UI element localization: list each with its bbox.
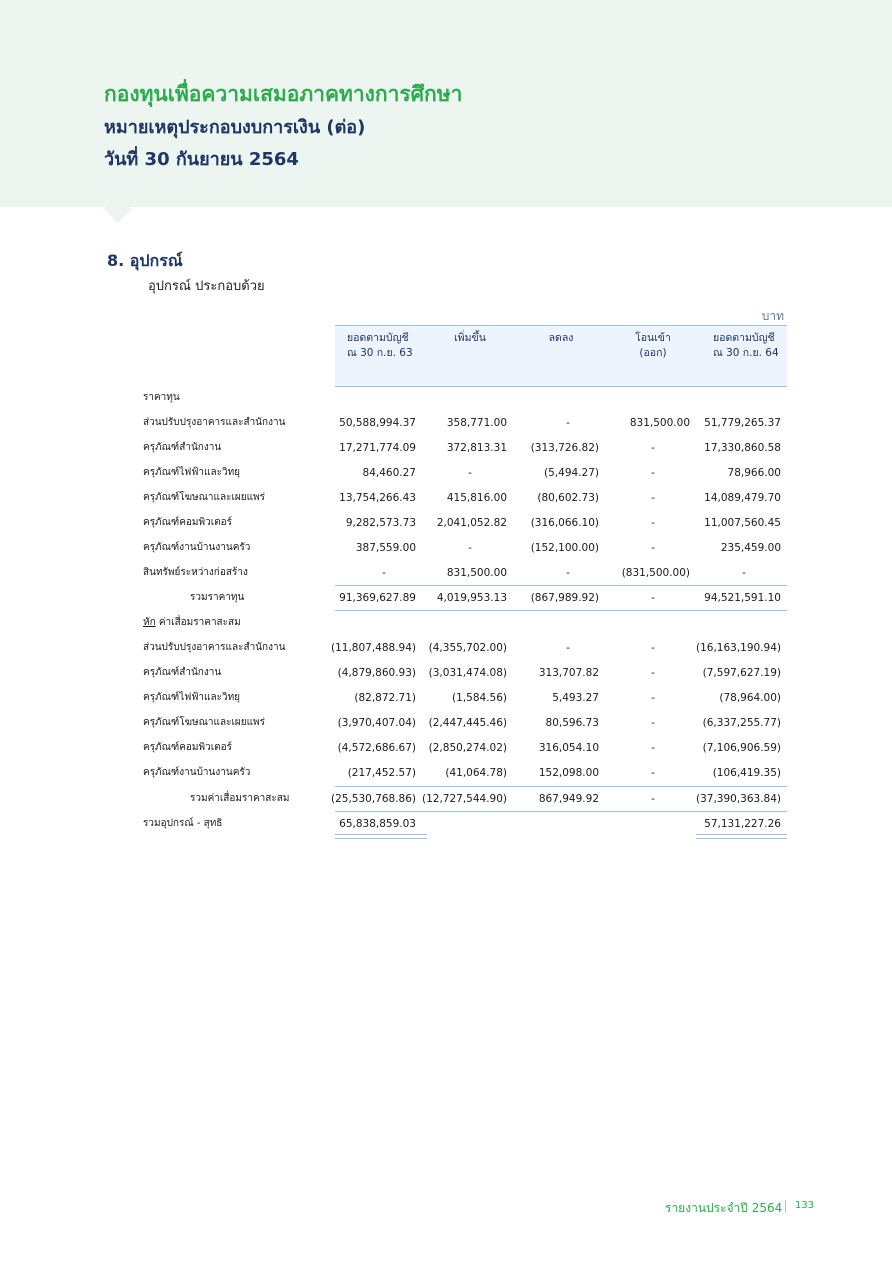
depreciation-row-value: (7,597,627.19) — [702, 667, 781, 679]
cost-row-value: - — [651, 517, 655, 529]
depreciation-row-label: ส่วนปรับปรุงอาคารและสำนักงาน — [143, 642, 286, 653]
subtotal-rule — [335, 610, 787, 611]
cost-row-value: 9,282,573.73 — [345, 517, 416, 529]
cost-row-value: 372,813.31 — [446, 442, 507, 454]
depreciation-row-label: ครุภัณฑ์งานบ้านงานครัว — [143, 767, 251, 778]
depreciation-total-row-value: (12,727,544.90) — [421, 793, 507, 805]
cost-row-label: ครุภัณฑ์สำนักงาน — [143, 442, 222, 453]
depreciation-total-row-value: (37,390,363.84) — [695, 793, 781, 805]
cost-row-value: 11,007,560.45 — [704, 517, 781, 529]
depreciation-total-row-value: (25,530,768.86) — [330, 793, 416, 805]
cost-row-label: ครุภัณฑ์โฆษณาและเผยแพร่ — [143, 492, 265, 503]
depreciation-total-row-value: - — [651, 793, 655, 805]
col-header-closing: ยอดตามบัญชี ณ 30 ก.ย. 64 — [713, 332, 779, 359]
cost-total-row-value: 91,369,627.89 — [339, 592, 416, 604]
depreciation-row-value: 316,054.10 — [538, 742, 599, 754]
col-header-decrease: ลดลง — [548, 332, 574, 344]
depreciation-row-value: (11,807,488.94) — [330, 642, 416, 654]
depreciation-row-value: - — [651, 692, 655, 704]
cost-row-value: - — [742, 567, 746, 579]
cost-row-value: - — [382, 567, 386, 579]
subtotal-rule — [335, 811, 787, 812]
depreciation-row-value: (7,106,906.59) — [702, 742, 781, 754]
depreciation-row-value: (3,970,407.04) — [337, 717, 416, 729]
depreciation-row-value: (4,879,860.93) — [337, 667, 416, 679]
cost-total-row-value: (867,989.92) — [530, 592, 599, 604]
depreciation-row-value: (6,337,255.77) — [702, 717, 781, 729]
cost-row-value: 84,460.27 — [362, 467, 416, 479]
depreciation-row-value: - — [566, 642, 570, 654]
cost-row-label: ครุภัณฑ์คอมพิวเตอร์ — [143, 517, 233, 528]
cost-row-value: (5,494.27) — [544, 467, 599, 479]
cost-row-value: - — [651, 467, 655, 479]
depreciation-row-value: (106,419.35) — [712, 767, 781, 779]
cost-row-value: 78,966.00 — [727, 467, 781, 479]
cost-row-value: (80,602.73) — [537, 492, 599, 504]
cost-total-row-value: 94,521,591.10 — [704, 592, 781, 604]
depreciation-row-value: (16,163,190.94) — [695, 642, 781, 654]
depreciation-total-row-value: 867,949.92 — [538, 793, 599, 805]
cost-row-value: - — [468, 542, 472, 554]
double-underline — [335, 834, 427, 839]
cost-row-value: 831,500.00 — [446, 567, 507, 579]
depreciation-group-label: หัก ค่าเสื่อมราคาสะสม — [143, 617, 241, 628]
cost-row-value: (313,726.82) — [530, 442, 599, 454]
cost-row-value: 2,041,052.82 — [436, 517, 507, 529]
statement-date: วันที่ 30 กันยายน 2564 — [104, 149, 299, 170]
section-title: 8. อุปกรณ์ — [107, 251, 183, 270]
cost-row-value: 51,779,265.37 — [704, 417, 781, 429]
col-header-transfer: โอนเข้า (ออก) — [635, 332, 671, 359]
depreciation-row-value: - — [651, 667, 655, 679]
cost-row-value: 17,330,860.58 — [704, 442, 781, 454]
depreciation-row-value: 5,493.27 — [552, 692, 599, 704]
subtotal-rule — [335, 585, 787, 586]
depreciation-row-value: (41,064.78) — [445, 767, 507, 779]
cost-row-value: 235,459.00 — [720, 542, 781, 554]
currency-unit: บาท — [761, 309, 784, 323]
cost-row-value: - — [468, 467, 472, 479]
cost-row-value: 14,089,479.70 — [704, 492, 781, 504]
depreciation-row-value: (217,452.57) — [347, 767, 416, 779]
depreciation-row-label: ครุภัณฑ์สำนักงาน — [143, 667, 222, 678]
cost-row-value: (831,500.00) — [621, 567, 690, 579]
depreciation-row-value: - — [651, 642, 655, 654]
page-number: 133 — [795, 1200, 815, 1211]
cost-row-value: - — [651, 492, 655, 504]
depreciation-row-value: - — [651, 767, 655, 779]
depreciation-row-value: (2,850,274.02) — [428, 742, 507, 754]
depreciation-row-value: 152,098.00 — [538, 767, 599, 779]
cost-row-value: 415,816.00 — [446, 492, 507, 504]
cost-row-value: - — [566, 417, 570, 429]
cost-total-row-value: - — [651, 592, 655, 604]
cost-row-label: ส่วนปรับปรุงอาคารและสำนักงาน — [143, 417, 286, 428]
depreciation-row-value: 313,707.82 — [538, 667, 599, 679]
net-total-row-value: 57,131,227.26 — [704, 818, 781, 830]
footer-report-title: รายงานประจำปี 2564 — [665, 1201, 783, 1215]
footer-separator — [785, 1200, 786, 1213]
cost-row-label: ครุภัณฑ์งานบ้านงานครัว — [143, 542, 251, 553]
depreciation-row-value: (82,872.71) — [354, 692, 416, 704]
depreciation-row-value: 80,596.73 — [545, 717, 599, 729]
depreciation-row-value: - — [651, 717, 655, 729]
cost-total-row-value: 4,019,953.13 — [436, 592, 507, 604]
cost-row-label: สินทรัพย์ระหว่างก่อสร้าง — [143, 567, 248, 578]
depreciation-row-value: (78,964.00) — [719, 692, 781, 704]
cost-row-value: 358,771.00 — [446, 417, 507, 429]
depreciation-row-value: (3,031,474.08) — [428, 667, 507, 679]
cost-row-value: 50,588,994.37 — [339, 417, 416, 429]
notes-subtitle: หมายเหตุประกอบงบการเงิน (ต่อ) — [104, 117, 366, 138]
cost-row-value: (316,066.10) — [530, 517, 599, 529]
cost-row-value: 831,500.00 — [629, 417, 690, 429]
cost-row-value: (152,100.00) — [530, 542, 599, 554]
col-header-opening: ยอดตามบัญชี ณ 30 ก.ย. 63 — [347, 332, 413, 359]
double-underline — [696, 834, 787, 839]
cost-row-value: - — [651, 542, 655, 554]
section-subtitle: อุปกรณ์ ประกอบด้วย — [148, 279, 265, 294]
cost-row-value: 13,754,266.43 — [339, 492, 416, 504]
depreciation-row-label: ครุภัณฑ์ไฟฟ้าและวิทยุ — [143, 692, 241, 703]
depreciation-row-value: (1,584.56) — [452, 692, 507, 704]
cost-row-value: - — [651, 442, 655, 454]
net-total-row-value: 65,838,859.03 — [339, 818, 416, 830]
depreciation-row-value: (4,355,702.00) — [428, 642, 507, 654]
depreciation-row-label: ครุภัณฑ์โฆษณาและเผยแพร่ — [143, 717, 265, 728]
depreciation-row-label: ครุภัณฑ์คอมพิวเตอร์ — [143, 742, 233, 753]
depreciation-total-row-label: รวมค่าเสื่อมราคาสะสม — [190, 793, 290, 804]
cost-row-label: ครุภัณฑ์ไฟฟ้าและวิทยุ — [143, 467, 241, 478]
depreciation-row-value: (4,572,686.67) — [337, 742, 416, 754]
cost-total-row-label: รวมราคาทุน — [190, 592, 245, 603]
cost-group-label: ราคาทุน — [143, 392, 180, 403]
cost-row-value: 387,559.00 — [355, 542, 416, 554]
depreciation-row-value: - — [651, 742, 655, 754]
subtotal-rule — [335, 786, 787, 787]
cost-row-value: - — [566, 567, 570, 579]
depreciation-row-value: (2,447,445.46) — [428, 717, 507, 729]
cost-row-value: 17,271,774.09 — [339, 442, 416, 454]
net-total-row-label: รวมอุปกรณ์ - สุทธิ — [143, 818, 223, 829]
fund-title: กองทุนเพื่อความเสมอภาคทางการศึกษา — [104, 82, 463, 106]
col-header-increase: เพิ่มขึ้น — [454, 332, 486, 344]
